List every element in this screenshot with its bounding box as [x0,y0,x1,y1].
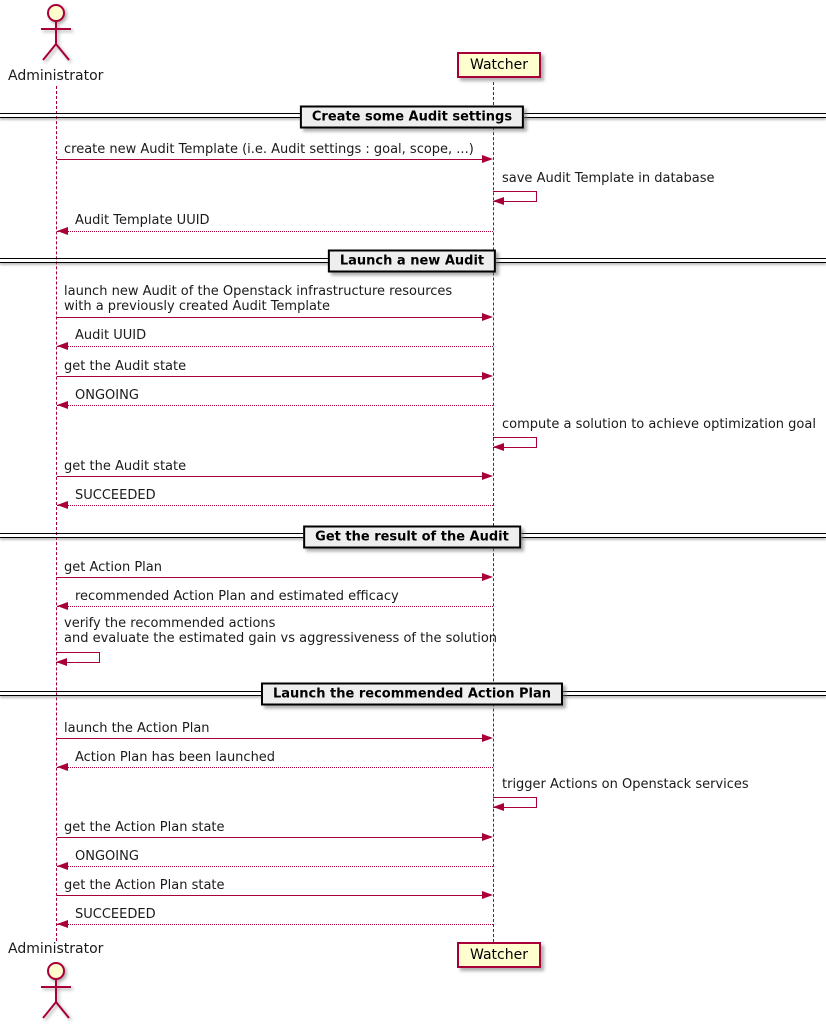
administrator-actor-icon-bottom [18,960,94,1024]
message-line [57,767,493,768]
divider-label: Launch a new Audit [328,250,496,273]
message-label: get Action Plan [64,560,162,575]
arrowhead-left-icon [57,920,68,928]
message-line [57,577,484,578]
message-line [57,231,493,232]
message-line [57,405,493,406]
arrowhead-right-icon [482,833,493,841]
watcher-participant-top: Watcher [457,52,541,78]
message-line [57,837,484,838]
divider-label: Get the result of the Audit [303,526,521,549]
lifeline-administrator [56,86,57,941]
message-label: recommended Action Plan and estimated efficacy [75,589,399,604]
arrowhead-left-icon [493,443,504,451]
watcher-participant-bottom: Watcher [457,942,541,968]
arrowhead-left-icon [493,197,504,205]
arrowhead-left-icon [57,763,68,771]
message-line [57,159,484,160]
message-label: SUCCEEDED [75,907,156,922]
administrator-actor-icon [18,2,94,66]
message-line [57,606,493,607]
message-label: verify the recommended actions [64,616,276,631]
message-label-line2: and evaluate the estimated gain vs aggressiveness of the solution [64,631,498,646]
message-line [57,505,493,506]
message-label: SUCCEEDED [75,488,156,503]
message-label: Action Plan has been launched [75,750,276,765]
message-label: Audit UUID [75,328,147,343]
arrowhead-right-icon [482,313,493,321]
message-label-line2: with a previously created Audit Template [64,299,331,314]
divider-label: Launch the recommended Action Plan [261,683,563,706]
arrowhead-left-icon [57,501,68,509]
arrowhead-left-icon [57,342,68,350]
arrowhead-left-icon [493,803,504,811]
message-label: ONGOING [75,849,139,864]
arrowhead-left-icon [57,862,68,870]
arrowhead-right-icon [482,155,493,163]
message-label: compute a solution to achieve optimization goal [502,417,816,432]
message-line [57,317,484,318]
arrowhead-left-icon [57,401,68,409]
message-label: get the Audit state [64,359,187,374]
arrowhead-left-icon [57,602,68,610]
message-line [57,738,484,739]
message-line [57,346,493,347]
message-label: launch new Audit of the Openstack infrastructure resources [64,284,453,299]
administrator-label-top: Administrator [8,68,104,84]
message-label: get the Action Plan state [64,878,225,893]
arrowhead-right-icon [482,891,493,899]
message-label: save Audit Template in database [502,171,715,186]
arrowhead-left-icon [57,227,68,235]
message-label: launch the Action Plan [64,721,210,736]
message-label: Audit Template UUID [75,213,210,228]
arrowhead-right-icon [482,734,493,742]
message-line [57,924,493,925]
administrator-label-bottom: Administrator [8,941,104,957]
message-line [57,895,484,896]
message-line [57,376,484,377]
message-label: trigger Actions on Openstack services [502,777,749,792]
message-label: get the Action Plan state [64,820,225,835]
arrowhead-right-icon [482,472,493,480]
lifeline-watcher [493,82,494,942]
message-label: create new Audit Template (i.e. Audit settings : goal, scope, ...) [64,142,474,157]
divider-label: Create some Audit settings [300,106,524,129]
arrowhead-right-icon [482,573,493,581]
arrowhead-left-icon [56,658,67,666]
message-line [57,476,484,477]
message-line [57,866,493,867]
arrowhead-right-icon [482,372,493,380]
message-label: ONGOING [75,388,139,403]
message-label: get the Audit state [64,459,187,474]
